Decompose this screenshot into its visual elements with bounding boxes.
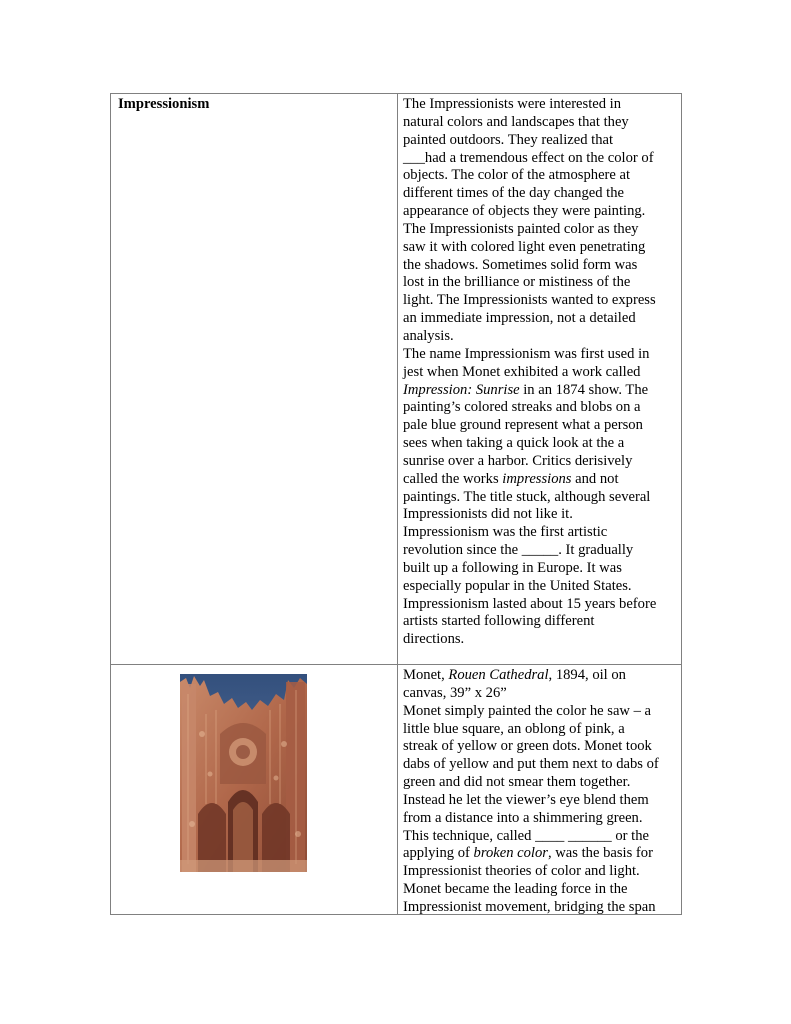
text-line bbox=[403, 96, 683, 114]
text-line bbox=[403, 274, 683, 292]
text-segment: The name Impressionism was first used in bbox=[403, 345, 650, 362]
text-line bbox=[403, 132, 683, 150]
text-line bbox=[403, 292, 683, 310]
text-segment: and not bbox=[571, 470, 619, 487]
text-segment: saw it with colored light even penetrating bbox=[403, 238, 646, 255]
text-segment: The Impressionists were interested in bbox=[403, 96, 622, 112]
text-segment: Instead he let the viewer’s eye blend them bbox=[403, 791, 649, 808]
row2-description bbox=[403, 667, 683, 917]
text-line bbox=[403, 489, 683, 507]
text-segment: the shadows. Sometimes solid form was bbox=[403, 256, 638, 273]
text-segment: applying of bbox=[403, 845, 474, 862]
text-line bbox=[403, 631, 683, 649]
text-segment: appearance of objects they were painting. bbox=[403, 203, 646, 220]
text-line bbox=[403, 613, 683, 631]
rouen-cathedral-painting bbox=[180, 674, 307, 872]
text-line bbox=[403, 346, 683, 364]
text-line bbox=[403, 382, 683, 400]
row-divider bbox=[111, 664, 681, 665]
text-segment: different times of the day changed the bbox=[403, 185, 624, 202]
text-segment: an immediate impression, not a detailed bbox=[403, 310, 636, 327]
row1-description bbox=[403, 96, 683, 649]
text-segment: pale blue ground represent what a person bbox=[403, 417, 643, 434]
text-segment: called the works bbox=[403, 470, 503, 487]
text-segment: sees when taking a quick look at the a bbox=[403, 435, 625, 452]
text-line bbox=[403, 506, 683, 524]
text-segment: built up a following in Europe. It was bbox=[403, 559, 622, 576]
text-segment: painting’s colored streaks and blobs on a bbox=[403, 399, 641, 416]
text-segment: paintings. The title stuck, although several bbox=[403, 488, 651, 505]
text-line bbox=[403, 524, 683, 542]
text-line bbox=[403, 560, 683, 578]
text-segment: revolution since the _____. It gradually bbox=[403, 542, 634, 559]
text-line bbox=[403, 738, 683, 756]
text-segment: , 1894, oil on bbox=[548, 667, 626, 683]
text-segment: especially popular in the United States. bbox=[403, 577, 632, 594]
text-line bbox=[403, 578, 683, 596]
text-segment: lost in the brilliance or mistiness of the bbox=[403, 274, 631, 291]
text-segment: Monet became the leading force in the bbox=[403, 881, 628, 898]
italic-text: impressions bbox=[502, 470, 572, 487]
text-segment: Impressionist movement, bridging the span bbox=[403, 898, 656, 915]
text-segment: Impressionists did not like it. bbox=[403, 506, 573, 523]
rouen-cathedral-image bbox=[180, 674, 307, 872]
italic-text: Rouen Cathedral bbox=[448, 667, 549, 683]
text-line bbox=[403, 399, 683, 417]
row1-heading: Impressionism bbox=[118, 96, 210, 112]
text-line bbox=[403, 150, 683, 168]
text-segment: analysis. bbox=[403, 327, 454, 344]
text-segment: little blue square, an oblong of pink, a bbox=[403, 720, 625, 737]
text-segment: This technique, called ____ ______ or the bbox=[403, 827, 650, 844]
text-segment: Monet, bbox=[403, 667, 449, 683]
text-segment: jest when Monet exhibited a work called bbox=[403, 363, 641, 380]
text-segment: light. The Impressionists wanted to express bbox=[403, 292, 656, 309]
italic-text: Impression: Sunrise bbox=[403, 381, 520, 398]
text-segment: natural colors and landscapes that they bbox=[403, 113, 629, 130]
text-segment: painted outdoors. They realized that bbox=[403, 131, 614, 148]
text-line bbox=[403, 774, 683, 792]
text-segment: Impressionism was the first artistic bbox=[403, 524, 608, 541]
text-segment: , was the basis for bbox=[547, 845, 653, 862]
text-line bbox=[403, 703, 683, 721]
text-line bbox=[403, 203, 683, 221]
text-segment: in an 1874 show. The bbox=[519, 381, 649, 398]
text-segment: canvas, 39” x 26” bbox=[403, 684, 507, 701]
text-segment: objects. The color of the atmosphere at bbox=[403, 167, 631, 184]
text-line bbox=[403, 881, 683, 899]
italic-text: broken color bbox=[473, 845, 548, 862]
text-line bbox=[403, 239, 683, 257]
text-line bbox=[403, 167, 683, 185]
text-line bbox=[403, 453, 683, 471]
content-table bbox=[110, 93, 682, 915]
text-segment: Impressionism lasted about 15 years before bbox=[403, 595, 657, 612]
text-segment: sunrise over a harbor. Critics derisively bbox=[403, 452, 633, 469]
text-line bbox=[403, 899, 683, 917]
text-line bbox=[403, 756, 683, 774]
text-segment: Impressionist theories of color and light. bbox=[403, 863, 640, 880]
text-segment: Monet simply painted the color he saw – a bbox=[403, 702, 652, 719]
text-line bbox=[403, 435, 683, 453]
text-segment: ___had a tremendous effect on the color of bbox=[403, 149, 654, 166]
text-line bbox=[403, 810, 683, 828]
text-line bbox=[403, 721, 683, 739]
text-segment: green and did not smear them together. bbox=[403, 774, 631, 791]
text-line bbox=[403, 828, 683, 846]
text-line bbox=[403, 328, 683, 346]
text-line bbox=[403, 685, 683, 703]
text-segment: dabs of yellow and put them next to dabs of bbox=[403, 756, 659, 773]
text-segment: from a distance into a shimmering green. bbox=[403, 809, 643, 826]
text-line bbox=[403, 185, 683, 203]
text-line bbox=[403, 596, 683, 614]
text-line bbox=[403, 542, 683, 560]
text-line bbox=[403, 257, 683, 275]
text-line bbox=[403, 845, 683, 863]
column-divider bbox=[397, 94, 398, 914]
text-line bbox=[403, 667, 683, 685]
text-segment: streak of yellow or green dots. Monet took bbox=[403, 738, 652, 755]
text-line bbox=[403, 364, 683, 382]
text-line bbox=[403, 114, 683, 132]
text-segment: The Impressionists painted color as they bbox=[403, 220, 639, 237]
text-line bbox=[403, 792, 683, 810]
text-line bbox=[403, 471, 683, 489]
text-segment: directions. bbox=[403, 631, 465, 648]
text-line bbox=[403, 417, 683, 435]
text-line bbox=[403, 221, 683, 239]
text-line bbox=[403, 310, 683, 328]
text-line bbox=[403, 863, 683, 881]
text-segment: artists started following different bbox=[403, 613, 595, 630]
